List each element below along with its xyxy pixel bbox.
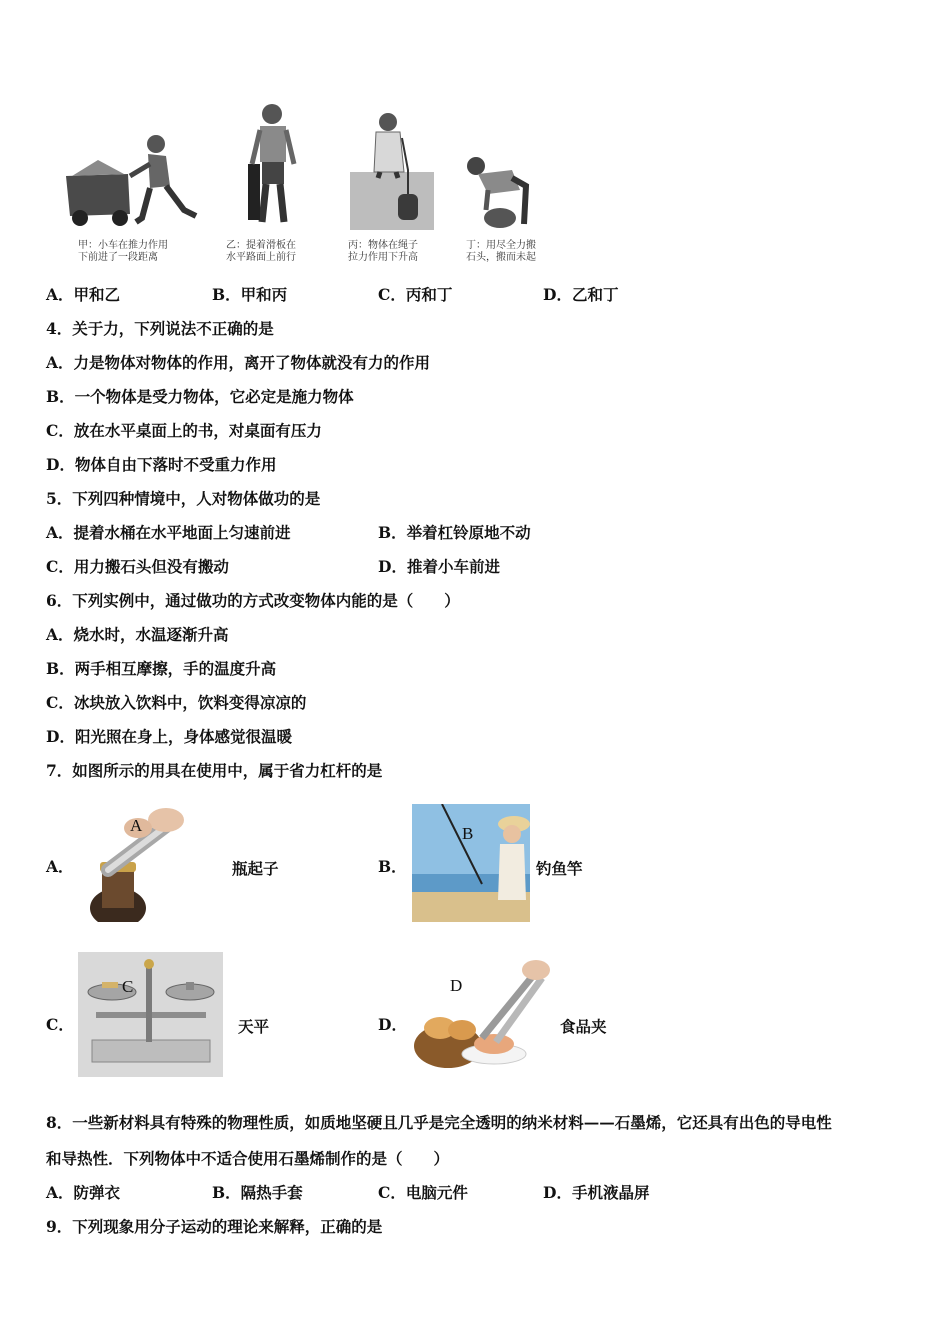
caption-bing: 丙：物体在绳子 拉力作用下升高 bbox=[348, 240, 418, 263]
q6-stem: 6．下列实例中，通过做功的方式改变物体内能的是（ ） bbox=[46, 591, 460, 610]
q9-stem: 9．下列现象用分子运动的理论来解释，正确的是 bbox=[46, 1217, 383, 1236]
q7-name-d: 食品夹 bbox=[560, 1017, 607, 1036]
caption-yi: 乙：提着滑板在 水平路面上前行 bbox=[226, 240, 296, 263]
q7-label-b: B bbox=[462, 824, 474, 843]
q5-stem: 5．下列四种情境中，人对物体做功的是 bbox=[46, 489, 321, 508]
q7-name-b: 钓鱼竿 bbox=[536, 859, 583, 878]
q7-stem: 7．如图所示的用具在使用中，属于省力杠杆的是 bbox=[46, 761, 383, 780]
q8-option-b[interactable]: B．隔热手套 bbox=[212, 1183, 303, 1202]
q8-option-a[interactable]: A．防弹衣 bbox=[46, 1183, 121, 1202]
q4-option-a[interactable]: A．力是物体对物体的作用，离开了物体就没有力的作用 bbox=[46, 353, 431, 372]
q8-stem-line2: 和导热性．下列物体中不适合使用石墨烯制作的是（ ） bbox=[46, 1149, 450, 1168]
q7-name-a: 瓶起子 bbox=[232, 859, 279, 878]
q4-option-c[interactable]: C．放在水平桌面上的书，对桌面有压力 bbox=[46, 421, 322, 440]
q8-option-d[interactable]: D．手机液晶屏 bbox=[543, 1183, 650, 1202]
q6-option-b[interactable]: B．两手相互摩擦，手的温度升高 bbox=[46, 659, 277, 678]
food-tongs-photo bbox=[412, 958, 550, 1074]
q7-option-c[interactable]: C． bbox=[46, 1015, 74, 1034]
q8-option-c[interactable]: C．电脑元件 bbox=[378, 1183, 468, 1202]
q4-stem: 4．关于力，下列说法不正确的是 bbox=[46, 319, 274, 338]
q5-option-d[interactable]: D．推着小车前进 bbox=[378, 557, 500, 576]
figure-yi-carry bbox=[238, 100, 308, 232]
q7-option-d[interactable]: D． bbox=[378, 1015, 407, 1034]
q7-name-c: 天平 bbox=[238, 1017, 270, 1036]
caption-jia: 甲：小车在推力作用 下前进了一段距离 bbox=[78, 240, 168, 263]
q4-option-b[interactable]: B．一个物体是受力物体，它必定是施力物体 bbox=[46, 387, 354, 406]
q7-label-d: D bbox=[450, 976, 463, 995]
q8-stem-line1: 8．一些新材料具有特殊的物理性质，如质地坚硬且几乎是完全透明的纳米材料——石墨烯，它还具有出色的导电性 bbox=[46, 1113, 832, 1132]
balance-photo bbox=[78, 952, 223, 1077]
q6-option-d[interactable]: D．阳光照在身上，身体感觉很温暖 bbox=[46, 727, 292, 746]
q3-option-a[interactable]: A．甲和乙 bbox=[46, 285, 121, 304]
figure-ding-rock bbox=[460, 150, 538, 232]
q3-option-d[interactable]: D．乙和丁 bbox=[543, 285, 619, 304]
fishing-rod-photo bbox=[412, 804, 530, 922]
q5-option-b[interactable]: B．举着杠铃原地不动 bbox=[378, 523, 531, 542]
caption-ding: 丁：用尽全力搬 石头，搬而未起 bbox=[466, 240, 536, 263]
q7-option-a[interactable]: A． bbox=[46, 857, 74, 876]
q5-option-a[interactable]: A．提着水桶在水平地面上匀速前进 bbox=[46, 523, 291, 542]
figure-bing-lift bbox=[348, 108, 436, 232]
figure-jia-cart bbox=[58, 126, 208, 231]
q3-option-c[interactable]: C．丙和丁 bbox=[378, 285, 453, 304]
q7-label-a: A bbox=[130, 816, 143, 835]
q7-option-b[interactable]: B． bbox=[378, 857, 407, 876]
q5-option-c[interactable]: C．用力搬石头但没有搬动 bbox=[46, 557, 229, 576]
q7-label-c: C bbox=[122, 977, 134, 996]
q3-option-b[interactable]: B．甲和丙 bbox=[212, 285, 288, 304]
q6-option-c[interactable]: C．冰块放入饮料中，饮料变得凉凉的 bbox=[46, 693, 307, 712]
q6-option-a[interactable]: A．烧水时，水温逐渐升高 bbox=[46, 625, 229, 644]
q4-option-d[interactable]: D．物体自由下落时不受重力作用 bbox=[46, 455, 277, 474]
